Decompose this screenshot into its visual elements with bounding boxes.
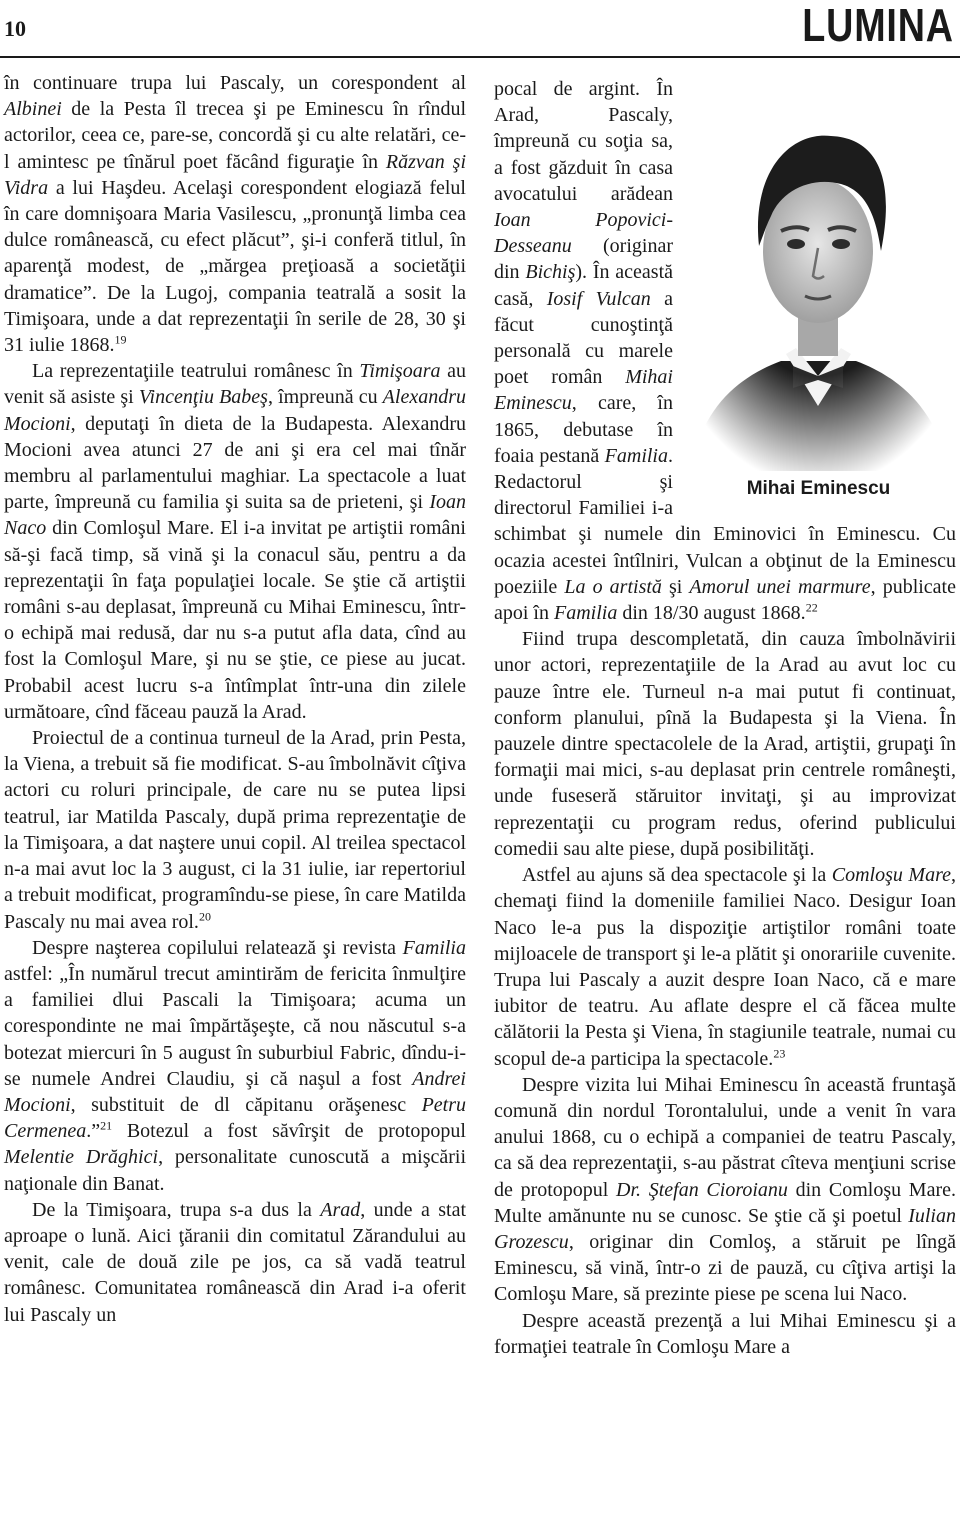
italic-text: Comloşu Mare: [831, 864, 951, 887]
italic-text: Arad: [320, 1198, 361, 1221]
italic-text: Dr. Ştefan Cioroianu: [616, 1178, 788, 1201]
text-span: şi: [661, 575, 690, 598]
text-span: , împreună cu: [267, 386, 383, 409]
paragraph: [494, 1308, 956, 1360]
italic-text: Familia: [402, 936, 466, 959]
italic-text: Mihai Eminescu: [494, 366, 673, 415]
portrait-photo: [681, 76, 956, 471]
text-span: , personalitate cunoscută a mişcării naţionale din Banat.: [4, 1146, 466, 1195]
left-column: [4, 70, 466, 1328]
right-column: [494, 76, 956, 1360]
italic-text: Petru Cermenea: [4, 1093, 466, 1143]
italic-text: Familia: [604, 444, 668, 467]
text-span: , deputaţi în dieta de la Budapesta. Alexandru Mocioni avea atunci 27 de ani şi era cel mai tînăr membru al parlamentului maghiar. La spectacole a luat parte, împreună cu familia şi suita sa de prieteni, şi: [4, 412, 466, 514]
page-number: 10: [4, 16, 26, 41]
text-span: Despre această prezenţă a lui Mihai Eminescu şi a formaţiei teatrale în Comloşu Mare a: [494, 1309, 956, 1358]
text-span: . Redactorul şi directorul Familiei i-a schimbat şi numele din Eminovici în Eminescu. Cu ocazia acestei întîlniri, Vulcan a obţinut de la Eminescu poeziile: [494, 444, 956, 598]
paragraph: [494, 862, 956, 1072]
italic-text: La o artistă: [564, 575, 662, 598]
text-span: , care, în 1865, debutase în foaia pestană: [494, 392, 673, 467]
paragraph: [4, 725, 466, 935]
text-span: Botezul a fost săvîrşit de protopopul: [112, 1120, 466, 1143]
text-span: a făcut cunoştinţă personală cu marele poet român: [494, 287, 673, 389]
text-span: din Comloşu Mare. Multe amănunte nu se cunosc. Se ştie că şi poetul: [494, 1178, 957, 1227]
text-span: a lui Haşdeu. Acelaşi corespondent elogiază felul în care domnişoara Maria Vasilescu, „pronunţă limba cea dulce românească, cu efect plăcut”, şi-i conferă titlul, în aparenţă modest, de „mărgea preţioasă a societăţii dramatice”. De la Lugoj, compania teatrală a sosit la Timişoara, unde a dat reprezentaţii în serile de 28, 30 şi 31 iulie 1868.: [4, 176, 466, 357]
italic-text: Iulian Grozescu: [494, 1204, 956, 1253]
text-span: Despre naşterea copilului relatează şi revista: [32, 936, 403, 959]
italic-text: Ioan Popovici-Desseanu: [494, 209, 673, 258]
header-rule: [0, 56, 960, 58]
italic-text: Alexandru Mocioni: [4, 386, 466, 435]
text-span: în continuare trupa lui Pascaly, un corespondent al: [4, 72, 466, 94]
photo-vignette: [681, 76, 956, 471]
text-span: Proiectul de a continua turneul de la Arad, prin Pesta, la Viena, a trebuit să fie modificat. S-au îmbolnăvit cîţiva actori cu roluri principale, de care nu se putea lipsi teatrul, iar Matilda Pascaly, după prima reprezentaţie de la Timişoara, a dat naştere unui copil. Al treilea spectacol n-a mai avut loc la 3 august, ci la 31 iulie, iar repertoriul a trebuit modificat, programîndu-se piese, în care Matilda Pascaly nu mai avea rol.: [4, 727, 466, 933]
footnote-ref: 22: [805, 600, 818, 615]
text-span: Despre vizita lui Mihai Eminescu în această fruntaşă comună din nordul Torontalului, unde a venit în vara anului 1868, cu o echipă a companiei de teatru Pascaly, ca să dea reprezentaţii, s-au păstrat cîteva menţiuni scrise de protopopul: [494, 1073, 956, 1201]
text-span: au venit să asiste şi: [4, 360, 466, 409]
text-span: din Comloşul Mare. El i-a invitat pe artiştii români să-şi facă timp, să vină şi la conacul său, pentru a da reprezentaţii în faţa populaţiei locale. Se ştie că artiştii români s-au deplasat, împreună cu Mihai Eminescu, într-o echipă mai redusă, dar nu s-a putut afla data, cînd au fost la Comloşul Mare, şi nu se ştie, ce piese au jucat. Probabil acest lucru s-a întîmplat într-una din zilele următoare, cînd făceau pauză la Arad.: [4, 517, 466, 723]
footnote-ref: 20: [198, 908, 211, 923]
portrait-caption: Mihai Eminescu: [746, 478, 891, 499]
paragraph: [4, 1197, 466, 1328]
italic-text: Răzvan şi Vidra: [4, 150, 466, 199]
text-span: Astfel au ajuns să dea spectacole şi la: [522, 864, 832, 887]
italic-text: Iosif Vulcan: [546, 287, 651, 310]
portrait-figure: [681, 76, 956, 508]
italic-text: Albinei: [4, 98, 62, 121]
italic-text: Ioan Naco: [4, 491, 466, 540]
page-header: [0, 0, 960, 60]
text-span: La reprezentaţiile teatrului românesc în: [32, 360, 360, 383]
text-span: , publicate apoi în: [494, 575, 956, 625]
footnote-ref: 19: [114, 332, 127, 347]
italic-text: Melentie Drăghici: [4, 1146, 159, 1169]
italic-text: Vincenţiu Babeş: [138, 386, 268, 409]
footnote-ref: 21: [100, 1118, 113, 1133]
text-span: de la Pesta îl trecea şi pe Eminescu în rîndul actorilor, ceea ce, pare-se, concordă şi cu alte relatări, ce-l amintesc pe tînărul poet făcând figuraţie în: [4, 98, 466, 173]
text-span: ). În această casă,: [494, 261, 673, 310]
text-span: , substituit de dl căpitanu orăşenesc: [70, 1093, 422, 1116]
paragraph: [4, 70, 466, 358]
footnote-ref: 23: [773, 1045, 786, 1060]
text-span: Fiind trupa descompletată, din cauza îmbolnăvirii unor actori, reprezentaţiile de la Arad au avut loc cu pauze între ele. Turneul n-a mai putut fi continuat, conform planului, pînă la Budapesta şi la Viena. În pauzele dintre spectacolele de la Arad, artiştii, grupaţi în formaţii mai mici, s-au deplasat prin centrele româneşti, unde fuseseră stăruitor invitaţi, şi au improvizat reprezentaţii cu program redus, oferind publicului comedii sau alte piese, după posibilităţi.: [494, 628, 956, 860]
paragraph: [494, 626, 956, 862]
publication-title: LUMINA: [802, 0, 954, 51]
italic-text: Bichiş: [525, 261, 576, 284]
text-span: , originar din Comloş, a stăruit pe lîngă Eminescu, să vină, într-o zi de pauză, cu cîţiva artişi la Comloşu Mare, să prezinte piese pe scena lui Naco.: [494, 1230, 956, 1306]
text-span: , unde a stat aproape o lună. Aici ţăranii din comitatul Zărandului au venit, cale de două zile pe jos, ca să vadă teatrul românesc. Comunitatea românească din Arad i-a oferit lui Pascaly un: [4, 1198, 466, 1326]
text-span: , chemaţi fiind la domeniile familiei Naco. Desigur Ioan Naco le-a pus la dispoziţie artiştilor români toate mijloacele de transport şi le-a plătit şi onorariile cuvenite. Trupa lui Pascaly a auzit despre Ioan Naco, că e mare iubitor de teatru. Au aflate despre el că făcea multe călătorii la Pesta şi Viena, în stagiunile teatrale, numai cu scopul de-a participa la spectacole.: [494, 864, 956, 1070]
text-span: din 18/30 august 1868.: [617, 602, 806, 625]
text-span: .”: [86, 1120, 101, 1143]
paragraph: [4, 358, 466, 725]
text-span: pocal de argint. În Arad, Pascaly, împreună cu soţia sa, a fost găzduit în casa avocatului arădean: [494, 78, 673, 205]
italic-text: Familia: [554, 602, 618, 625]
paragraph: [4, 935, 466, 1197]
text-span: (originar din: [494, 235, 673, 284]
text-span: De la Timişoara, trupa s-a dus la: [32, 1198, 321, 1221]
italic-text: Timişoara: [359, 360, 441, 383]
text-span: astfel: „În numărul trecut amintirăm de fericita înmulţire a familiei dlui Pascali la Timişoara; acuma un corespondinte ne mai împărtăşeşte, că nou născutul s-a botezat miercuri în 5 august în suburbiul Fabric, dîndu-i-se numele Andrei Claudiu, şi că naşul a fost: [4, 962, 466, 1090]
paragraph: [494, 1072, 956, 1308]
italic-text: Amorul unei marmure: [689, 575, 871, 598]
italic-text: Andrei Mocioni: [4, 1067, 466, 1116]
